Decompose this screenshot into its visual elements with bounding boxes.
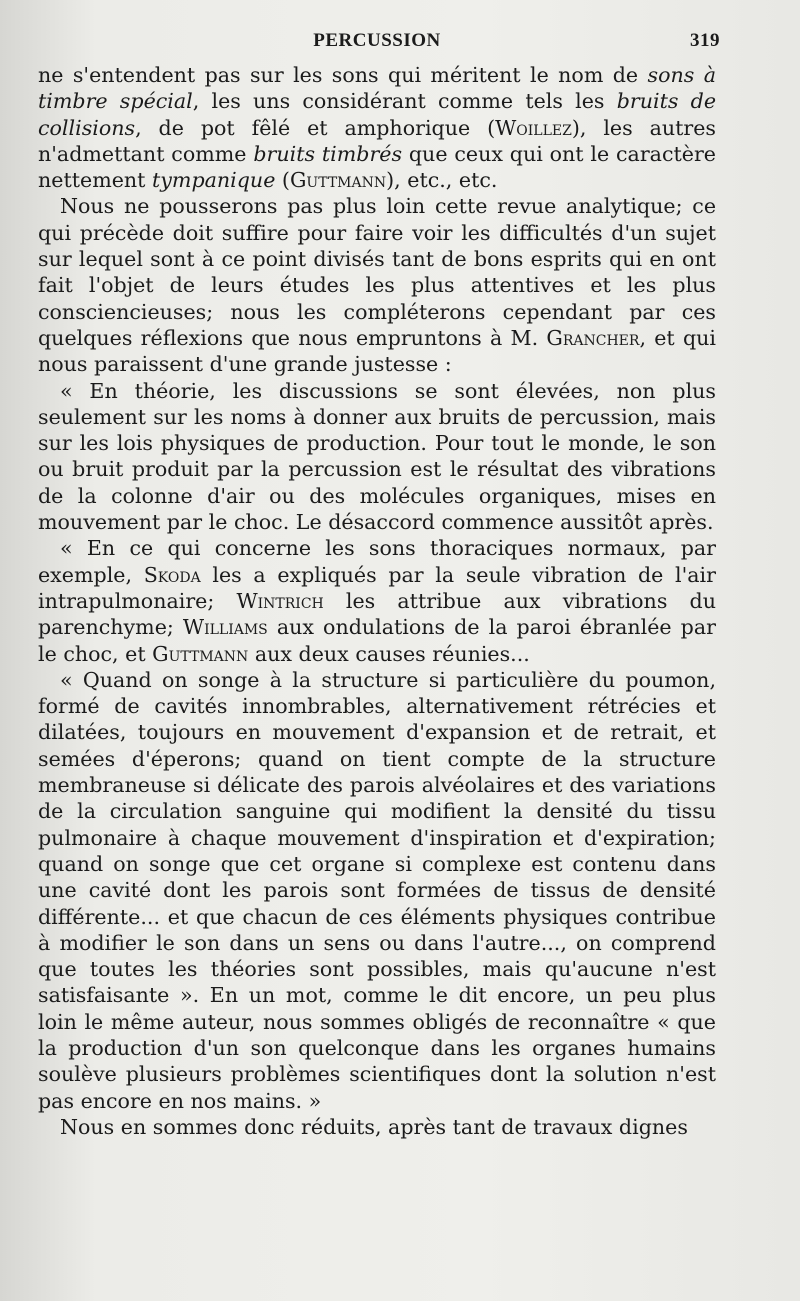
author-name: Skoda [143, 562, 201, 587]
text-run: ), etc., etc. [386, 168, 498, 193]
text-run: ne s'entendent pas sur les sons qui méritent le nom de [38, 63, 648, 87]
text-run: les a expliqués par la seule vibration de l'air intrapulmonaire; [38, 562, 716, 613]
paragraph [38, 667, 716, 1114]
text-run: , et qui nous paraissent d'une grande justesse : [38, 325, 716, 377]
author-name: Woillez [495, 115, 572, 140]
text-run: Nous ne pousserons pas plus loin cette revue analytique; ce qui précède doit suffire pour faire voir les difficultés d'un sujet sur lequel sont à ce point divisés tant de bons esprits qui en ont fait l'objet de leurs études les plus attentives et les plus consciencieuses; nous les compléterons cependant par ces quelques réflexions que nous empruntons à M. [38, 194, 716, 350]
paragraph [38, 193, 716, 377]
paragraph [38, 378, 716, 536]
body-text [38, 62, 716, 1140]
italic-term: bruits timbrés [253, 141, 403, 166]
running-head [38, 28, 720, 58]
text-run: aux deux causes réunies... [248, 641, 530, 666]
text-run: aux ondulations de la paroi ébranlée par le choc, et [38, 615, 716, 666]
paragraph [38, 535, 716, 666]
text-run: ), les autres n'admettant comme [38, 115, 716, 166]
italic-term: tympanique [152, 168, 276, 193]
text-run: , de pot fêlé et amphorique ( [135, 115, 496, 140]
text-run: ( [275, 168, 290, 193]
text-run: , les uns considérant comme tels les [192, 89, 617, 114]
italic-term: sons à timbre spécial [38, 63, 716, 114]
text-run: Nous en sommes donc réduits, après tant de travaux dignes [60, 1114, 688, 1139]
paragraph [38, 62, 716, 193]
text-run: que ceux qui ont le caractère nettement [38, 141, 716, 193]
author-name: Wintrich [236, 588, 324, 613]
page-number: 319 [690, 30, 720, 51]
italic-term: bruits de collisions [38, 89, 717, 140]
text-run: les attribue aux vibrations du parenchyme; [38, 588, 716, 640]
text-run: « En ce qui concerne les sons thoraciques normaux, par exemple, [38, 536, 716, 587]
author-name: Guttmann [152, 641, 249, 666]
author-name: Williams [182, 615, 268, 640]
text-run: « Quand on songe à la structure si particulière du poumon, formé de cavités innombrables, alternativement rétrécies et dilatées, toujours en mouvement d'expansion et de retrait, et semées d'éperons; quand on tient compte de la structure membraneuse si délicate des parois alvéolaires et des variations de la circulation sanguine qui modifient la densité du tissu pulmonaire à chaque mouvement d'inspiration et d'expiration; quand on songe que cet organe si complexe est contenu dans une cavité dont les parois sont formées de tissus de densité différente... et que chacun de ces éléments physiques contribue à modifier le son dans un sens ou dans l'autre..., on comprend que toutes les théories sont possibles, mais qu'aucune n'est satisfaisante ». En un mot, comme le dit encore, un peu plus loin le même auteur, nous sommes obligés de reconnaître « que la production d'un son quelconque dans les organes humains soulève plusieurs problèmes scientifiques dont la solution n'est pas encore en nos mains. » [38, 667, 716, 1113]
text-run: « En théorie, les discussions se sont élevées, non plus seulement sur les noms à donner aux bruits de percussion, mais sur les lois physiques de production. Pour tout le monde, le son ou bruit produit par la percussion est le résultat des vibrations de la colonne d'air ou des molécules organiques, mises en mouvement par le choc. Le désaccord commence aussitôt après. [38, 378, 716, 535]
paragraph [38, 1114, 716, 1140]
running-title: PERCUSSION [313, 30, 441, 51]
author-name: Guttmann [289, 168, 387, 193]
author-name: Grancher [546, 325, 640, 350]
